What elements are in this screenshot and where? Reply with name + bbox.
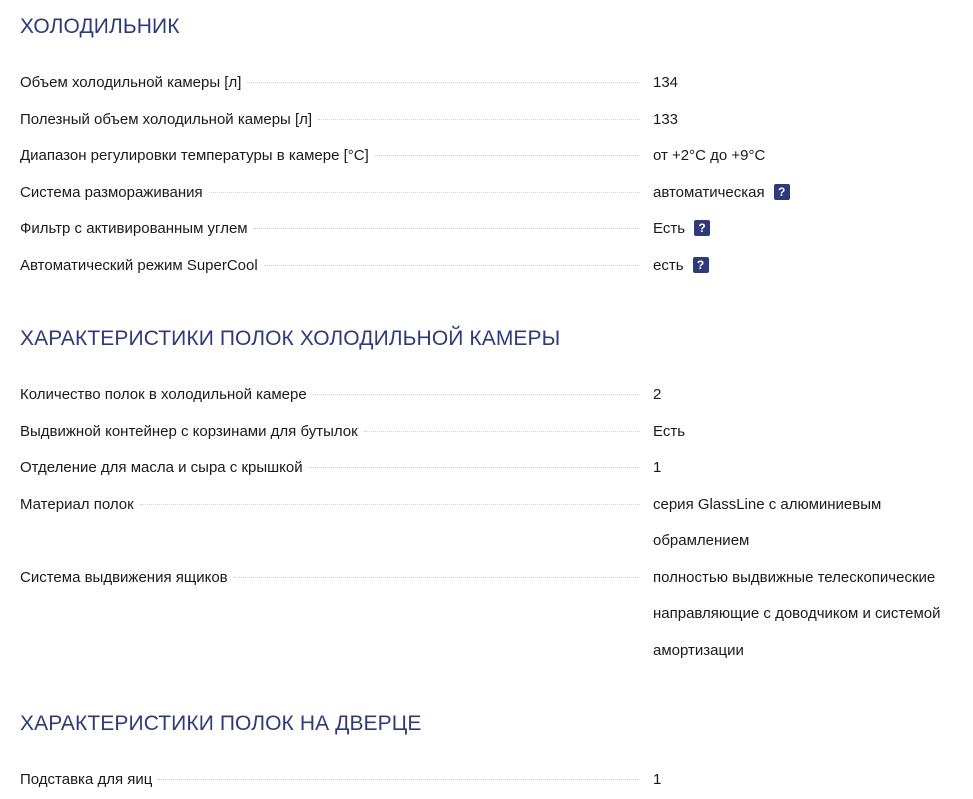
spec-label: Выдвижной контейнер с корзинами для бутылок — [20, 422, 358, 440]
section-title: ХАРАКТЕРИСТИКИ ПОЛОК ХОЛОДИЛЬНОЙ КАМЕРЫ — [20, 327, 561, 350]
spec-list — [20, 377, 973, 669]
section-door-shelves — [20, 709, 973, 799]
spec-label: Система выдвижения ящиков — [20, 568, 228, 586]
spec-value: Есть — [653, 422, 686, 440]
dotted-leader — [364, 431, 640, 432]
spec-row — [20, 248, 973, 285]
spec-label: Автоматический режим SuperCool — [20, 256, 258, 274]
spec-row — [20, 65, 973, 102]
spec-label: Система размораживания — [20, 183, 203, 201]
dotted-leader — [318, 119, 640, 120]
dotted-leader — [158, 779, 640, 780]
spec-value: полностью выдвижные телескопические направляющие с доводчиком и системой амортизации — [653, 568, 941, 659]
help-icon[interactable]: ? — [694, 220, 710, 236]
spec-value: 134 — [653, 74, 679, 91]
spec-value: 133 — [653, 110, 679, 128]
dotted-leader — [254, 228, 640, 229]
dotted-leader — [209, 192, 640, 193]
dotted-leader — [313, 394, 640, 395]
dotted-leader — [140, 504, 640, 505]
spec-row — [20, 560, 973, 670]
section-title: ХАРАКТЕРИСТИКИ ПОЛОК НА ДВЕРЦЕ — [20, 712, 422, 735]
dotted-leader — [247, 82, 640, 83]
spec-row — [20, 450, 973, 487]
spec-list — [20, 762, 973, 799]
spec-value: автоматическая — [653, 183, 765, 201]
spec-value: 1 — [653, 459, 662, 476]
section-title: ХОЛОДИЛЬНИК — [20, 15, 180, 38]
help-icon[interactable]: ? — [774, 184, 790, 200]
spec-value: серия GlassLine с алюминиевым обрамлением — [653, 495, 882, 549]
spec-row — [20, 175, 973, 212]
spec-row — [20, 377, 973, 414]
spec-label: Подставка для яиц — [20, 771, 153, 788]
spec-value: от +2°С до +9°С — [653, 147, 766, 164]
spec-row — [20, 414, 973, 451]
section-fridge-shelves — [20, 324, 973, 669]
spec-row — [20, 211, 973, 248]
spec-value: 1 — [653, 771, 662, 788]
spec-label: Материал полок — [20, 495, 134, 513]
spec-row — [20, 102, 973, 139]
spec-value: есть — [653, 256, 684, 274]
section-refrigerator — [20, 12, 973, 284]
spec-row — [20, 487, 973, 560]
dotted-leader — [309, 467, 640, 468]
spec-label: Объем холодильной камеры [л] — [20, 74, 242, 91]
spec-row — [20, 138, 973, 175]
spec-list — [20, 65, 973, 284]
help-icon[interactable]: ? — [693, 257, 709, 273]
spec-label: Фильтр с активированным углем — [20, 220, 248, 237]
dotted-leader — [234, 577, 640, 578]
spec-label: Полезный объем холодильной камеры [л] — [20, 110, 313, 128]
spec-value: 2 — [653, 386, 662, 403]
spec-value: Есть — [653, 220, 686, 237]
spec-label: Диапазон регулировки температуры в камере [°C] — [20, 147, 369, 164]
spec-row — [20, 762, 973, 799]
dotted-leader — [375, 155, 640, 156]
spec-label: Отделение для масла и сыра с крышкой — [20, 459, 303, 476]
dotted-leader — [264, 265, 640, 266]
spec-label: Количество полок в холодильной камере — [20, 386, 307, 403]
